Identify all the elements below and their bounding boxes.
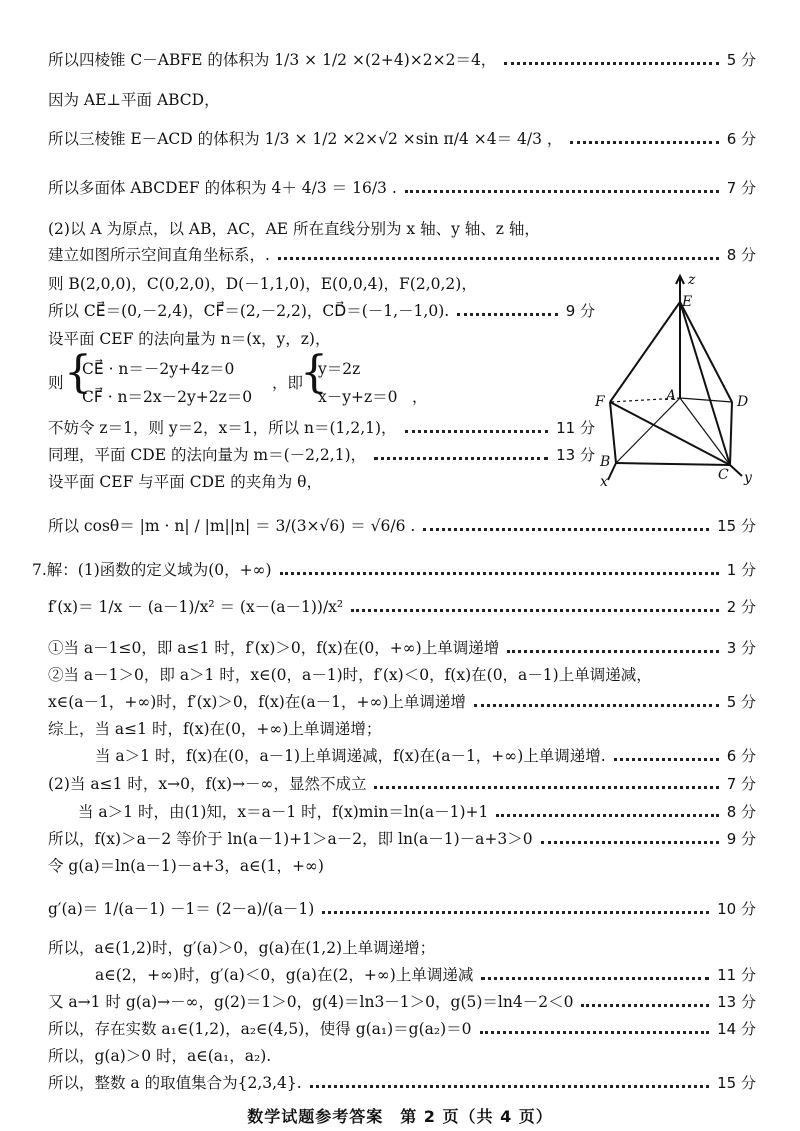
- solution-line: 所以三棱锥 E－ACD 的体积为 1/3 × 1/2 ×2×√2 ×sin π/4 ×4＝ 4/3 ， 6 分: [48, 130, 756, 148]
- score-mark: 6 分: [726, 130, 756, 148]
- solution-line: 综上，当 a≤1 时，f(x)在(0，+∞)上单调递增；: [48, 720, 382, 738]
- edge-EF: [610, 302, 680, 402]
- left-brace: {: [300, 347, 328, 398]
- label-C: C: [718, 467, 729, 483]
- dot-leader: [496, 813, 718, 817]
- solution-line: 建立如图所示空间直角坐标系，. 8 分: [48, 246, 756, 264]
- solution-line: 设平面 CEF 的法向量为 n＝(x，y，z)，: [48, 330, 331, 348]
- solution-line: 所以四棱锥 C－ABFE 的体积为 1/3 × 1/2 ×(2+4)×2×2＝4， 5 分: [48, 51, 756, 69]
- dot-leader: [457, 312, 558, 316]
- score-mark: 13 分: [717, 993, 756, 1011]
- edge-FC: [610, 402, 730, 465]
- dot-leader: [423, 527, 709, 531]
- system-eq1: CE⃗ · n＝－2y+4z＝0: [82, 360, 235, 378]
- score-mark: 11 分: [556, 419, 595, 437]
- dot-leader: [405, 429, 549, 433]
- score-mark: 7 分: [726, 775, 756, 793]
- solution-line: 所以，a∈(1,2)时，g′(a)＞0，g(a)在(1,2)上单调递增；: [48, 939, 436, 957]
- solution-line: 令 g(a)＝ln(a－1)－a+3，a∈(1，+∞): [48, 857, 324, 875]
- dot-leader: [310, 1084, 709, 1088]
- dot-leader: [481, 976, 709, 980]
- score-mark: 5 分: [726, 51, 756, 69]
- dot-leader: [351, 608, 719, 612]
- label-D: D: [737, 394, 749, 410]
- label-y: y: [744, 470, 752, 486]
- solution-line: 所以，存在实数 a₁∈(1,2)，a₂∈(4,5)，使得 g(a₁)＝g(a₂)＝0 14 分: [48, 1020, 756, 1038]
- score-mark: 8 分: [726, 803, 756, 821]
- solution-line: (2)当 a≤1 时，x→0，f(x)→－∞，显然不成立 7 分: [48, 775, 756, 793]
- solution-line: g′(a)＝ 1/(a－1) －1＝ (2－a)/(a－1) 10 分: [48, 900, 756, 918]
- dot-leader: [374, 785, 718, 789]
- system-eq4: x－y+z＝0: [318, 388, 398, 406]
- polyhedron-figure: [592, 270, 762, 490]
- solution-line: 所以 CE⃗＝(0,－2,4)，CF⃗＝(2,－2,2)，CD⃗＝(－1,－1,0). 9 分: [48, 302, 595, 320]
- label-F: F: [595, 394, 605, 410]
- solution-line: 所以 cosθ＝ |m · n| / |m||n| ＝ 3/(3×√6) ＝ √6/6 . 15 分: [48, 517, 756, 535]
- solution-line: 设平面 CEF 与平面 CDE 的夹角为 θ，: [48, 473, 322, 491]
- system-suffix: ，: [412, 388, 428, 406]
- dot-leader: [374, 456, 548, 460]
- dot-leader: [570, 140, 718, 144]
- score-mark: 2 分: [726, 598, 756, 616]
- solution-line: a∈(2，+∞)时，g′(a)＜0，g(a)在(2，+∞)上单调递减 11 分: [95, 966, 756, 984]
- solution-line: 当 a＞1 时，f(x)在(0，a－1)上单调递减，f(x)在(a－1，+∞)上单调递增. 6 分: [95, 747, 756, 765]
- system-eq3: y＝2z: [318, 360, 361, 378]
- score-mark: 5 分: [726, 693, 756, 711]
- solution-line: 当 a＞1 时，由(1)知，x＝a－1 时，f(x)min＝ln(a－1)+1 8 分: [78, 803, 756, 821]
- dot-leader: [480, 1030, 710, 1034]
- score-mark: 1 分: [726, 561, 756, 579]
- y-axis: [730, 465, 742, 476]
- edge-FB: [610, 402, 616, 463]
- solution-line: 不妨令 z＝1，则 y＝2，x＝1，所以 n＝(1,2,1)， 11 分: [48, 419, 595, 437]
- solution-line: (2)以 A 为原点，以 AB，AC，AE 所在直线分别为 x 轴、y 轴、z 轴，: [48, 220, 540, 238]
- score-mark: 15 分: [717, 1074, 756, 1092]
- score-mark: 9 分: [565, 302, 595, 320]
- solution-line: 又 a→1 时 g(a)→－∞，g(2)＝1＞0，g(4)＝ln3－1＞0，g(5)＝ln4－2＜0 13 分: [48, 993, 756, 1011]
- solution-line: 因为 AE⊥平面 ABCD，: [48, 91, 220, 109]
- score-mark: 6 分: [726, 747, 756, 765]
- score-mark: 11 分: [717, 966, 756, 984]
- score-mark: 15 分: [717, 517, 756, 535]
- dot-leader: [541, 840, 719, 844]
- score-mark: 9 分: [726, 830, 756, 848]
- label-A: A: [666, 388, 677, 404]
- edge-AB: [616, 398, 680, 463]
- score-mark: 10 分: [717, 900, 756, 918]
- dot-leader: [504, 61, 718, 65]
- dot-leader: [614, 757, 719, 761]
- score-mark: 3 分: [726, 639, 756, 657]
- score-mark: 14 分: [717, 1020, 756, 1038]
- solution-line: 所以，g(a)＞0 时，a∈(a₁，a₂).: [48, 1047, 272, 1065]
- dot-leader: [405, 189, 719, 193]
- dot-leader: [507, 649, 718, 653]
- score-mark: 13 分: [556, 446, 595, 464]
- solution-line: 7.解：(1)函数的定义域为(0，+∞) 1 分: [32, 561, 756, 579]
- edge-AC: [680, 398, 730, 465]
- solution-line: ①当 a－1≤0，即 a≤1 时，f′(x)＞0，f(x)在(0，+∞)上单调递增 3 分: [48, 639, 756, 657]
- solution-line: ②当 a－1＞0，即 a＞1 时，x∈(0，a－1)时，f′(x)＜0，f(x)在(0，a－1)上单调递减，: [48, 666, 652, 684]
- label-z: z: [688, 272, 696, 288]
- edge-AD: [680, 398, 732, 402]
- edge-BC: [616, 463, 730, 465]
- solution-line: 所以多面体 ABCDEF 的体积为 4＋ 4/3 ＝ 16/3 . 7 分: [48, 179, 756, 197]
- dot-leader: [278, 256, 719, 260]
- system-prefix: 则: [48, 374, 64, 392]
- solution-line: 同理，平面 CDE 的法向量为 m＝(－2,2,1)， 13 分: [48, 446, 595, 464]
- solution-line: 所以，整数 a 的取值集合为{2,3,4}. 15 分: [48, 1074, 756, 1092]
- system-mid: ，即: [272, 374, 304, 392]
- score-mark: 8 分: [726, 246, 756, 264]
- solution-line: x∈(a－1，+∞)时，f′(x)＞0，f(x)在(a－1，+∞)上单调递增 5 分: [48, 693, 756, 711]
- label-x: x: [600, 474, 608, 490]
- solution-line: 所以，f(x)＞a－2 等价于 ln(a－1)+1＞a－2，即 ln(a－1)－a+3＞0 9 分: [48, 830, 756, 848]
- solution-line: 则 B(2,0,0)，C(0,2,0)，D(－1,1,0)，E(0,0,4)，F(2,0,2)，: [48, 275, 477, 293]
- page-footer: 数学试题参考答案 第 2 页（共 4 页）: [247, 1107, 553, 1126]
- edge-DC: [730, 402, 732, 465]
- score-mark: 7 分: [726, 179, 756, 197]
- label-E: E: [682, 294, 693, 310]
- dot-leader: [581, 1003, 709, 1007]
- label-B: B: [600, 454, 611, 470]
- dot-leader: [322, 910, 709, 914]
- left-brace: {: [64, 347, 92, 398]
- solution-line: f′(x)＝ 1/x － (a－1)/x² ＝ (x－(a－1))/x² 2 分: [48, 598, 756, 616]
- dot-leader: [474, 703, 719, 707]
- system-eq2: CF⃗ · n＝2x－2y+2z＝0: [82, 388, 253, 406]
- dot-leader: [280, 571, 719, 575]
